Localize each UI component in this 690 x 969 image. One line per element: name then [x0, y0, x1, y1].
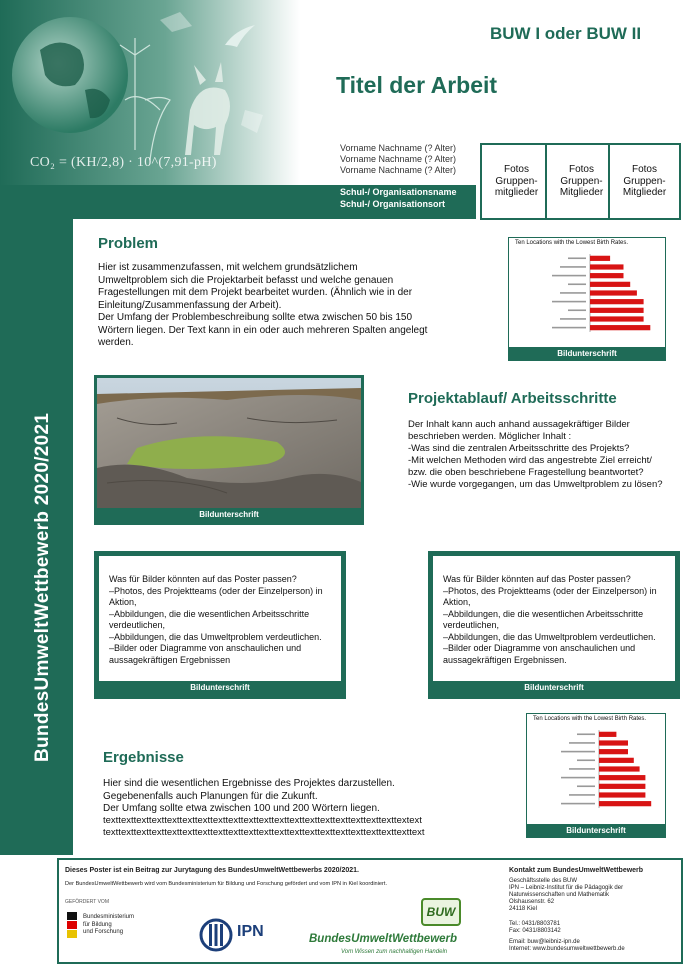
- chart-bar: [599, 766, 640, 771]
- chart-bar: [599, 784, 645, 789]
- side-title: BundesUmweltWettbewerb 2020/2021: [32, 412, 53, 762]
- image-caption: Bildunterschrift: [99, 681, 341, 694]
- footer: [57, 858, 683, 964]
- footer-line-1: Dieses Poster ist ein Beitrag zur Jurytagung des BundesUmweltWettbewerbs 2020/2021.: [65, 867, 359, 874]
- chart-category-label: [560, 266, 586, 268]
- chart-bar: [590, 299, 644, 304]
- chart-bar: [599, 740, 628, 745]
- footer-line-2: Der BundesUmweltWettbewerb wird vom Bundesministerium für Bildung und Forschung gefördert und vom IPN in Kiel koordiniert.: [65, 881, 387, 887]
- ablauf-text: Der Inhalt kann auch anhand aussagekräftiger Bilder beschrieben werden. Möglicher Inhalt : -Was sind die zentralen Arbeitsschritte des Projekts? -Mit welchen Methoden wird das angestrebte Ziel erreicht/ bzw. die oben beschriebene Fragestellung beantwortet? -Wie wurde vorgegangen, um das Umweltproblem zu lösen?: [408, 419, 663, 490]
- chart-card: [526, 713, 666, 838]
- contact-fax: Fax: 0431/8803142: [509, 928, 561, 934]
- contact-heading: Kontakt zum BundesUmweltWettbewerb: [509, 867, 644, 874]
- buw-brand-name: BundesUmweltWettbewerb: [309, 933, 458, 945]
- school-location: Schul-/ Organisationsort: [340, 199, 446, 209]
- chart-category-label: [577, 759, 595, 761]
- participant-name: Vorname Nachname (? Alter): [340, 165, 457, 175]
- chart-bar: [599, 792, 645, 797]
- chart-category-label: [552, 327, 586, 329]
- buw-slogan: Vom Wissen zum nachhaltigen Handeln: [341, 949, 448, 955]
- chart-category-label: [560, 292, 586, 294]
- chart-category-label: [568, 309, 586, 311]
- ministry-logo-text: Bundesministerium für Bildung und Forschung: [83, 914, 135, 935]
- group-photo-placeholder: Fotos Gruppen-Mitglieder: [545, 143, 618, 220]
- image-placeholder-box: [94, 551, 346, 699]
- competition-round-label: BUW I oder BUW II: [490, 24, 642, 43]
- image-placeholder-text: Was für Bilder könnten auf das Poster passen? –Photos, des Projektteams (oder der Einzelperson) in Aktion, –Abbildungen, die die wesentlichen Arbeitsschritte verdeutlichen, –Abbildungen, die das Umweltproblem verdeutlichen. –Bilder oder Diagramme von anschaulichen und aussagekräftigen Ergebnissen: [109, 574, 323, 665]
- group-photo-placeholder: Fotos Gruppen-Mitglieder: [608, 143, 681, 220]
- chart-category-label: [568, 257, 586, 259]
- bar-chart: [527, 724, 665, 822]
- contact-line: IPN – Leibniz-Institut für die Pädagogik der: [509, 885, 624, 891]
- chart-category-label: [569, 742, 595, 744]
- funded-by-label: GEFÖRDERT VOM: [65, 899, 109, 905]
- ergebnisse-filler: texttexttexttexttexttexttexttexttexttexttexttexttexttexttexttexttexttexttexttexttext: [103, 827, 425, 838]
- chart-bar: [599, 775, 645, 780]
- chart-bar: [599, 732, 616, 737]
- chart-bar: [590, 308, 644, 313]
- image-placeholder-text: Was für Bilder könnten auf das Poster passen? –Photos, des Projektteams (oder der Einzelperson) in Aktion, –Abbildungen, die die wesentlichen Arbeitsschritte verdeutlichen, –Abbildungen, die das Umweltproblem verdeutlichen. –Bilder oder Diagramme von anschaulichen und aussagekräftigen Ergebnissen.: [443, 574, 657, 665]
- school-name: Schul-/ Organisationsname: [340, 187, 457, 197]
- chart-bar: [590, 316, 644, 321]
- ablauf-heading: Projektablauf/ Arbeitsschritte: [408, 390, 617, 407]
- contact-website[interactable]: Internet: www.bundesumweltwettbewerb.de: [509, 946, 625, 952]
- co2-formula: CO₂ = (KH/2,8) · 10^(7,91-pH): [30, 155, 217, 170]
- chart-bar: [590, 264, 624, 269]
- chart-bar: [599, 758, 634, 763]
- contact-tel: Tel.: 0431/8803781: [509, 921, 561, 927]
- chart-caption: Bildunterschrift: [527, 824, 665, 837]
- chart-title: Ten Locations with the Lowest Birth Rates.: [515, 240, 629, 246]
- bar-chart: [509, 248, 665, 346]
- contact-email[interactable]: Email: buw@leibniz-ipn.de: [509, 939, 580, 945]
- contact-line: Olshausenstr. 62: [509, 899, 555, 905]
- problem-heading: Problem: [98, 235, 159, 252]
- participant-name: Vorname Nachname (? Alter): [340, 143, 457, 153]
- chart-category-label: [568, 283, 586, 285]
- chart-bar: [590, 273, 624, 278]
- problem-text: Hier ist zusammenzufassen, mit welchem grundsätzlichem Umweltproblem sich die Projektarbeit befasst und welche genauen Fragestellungen mit dem Projekt bearbeitet wurden. (Ähnlich wie in der Einleitung/Zusammenfassung der Arbeit). Der Umfang der Problembeschreibung sollte etwa zwischen 50 bis 150 Wörtern liegen. Der Text kann in ein oder auch mehreren Spalten angelegt werden.: [98, 262, 428, 348]
- poster-title: Titel der Arbeit: [336, 72, 498, 98]
- chart-bar: [599, 801, 651, 806]
- chart-category-label: [560, 318, 586, 320]
- image-caption: Bildunterschrift: [433, 681, 675, 694]
- chart-category-label: [569, 794, 595, 796]
- ipn-logo-text: IPN: [237, 923, 264, 940]
- chart-category-label: [569, 768, 595, 770]
- chart-bar: [590, 290, 637, 295]
- chart-title: Ten Locations with the Lowest Birth Rates.: [533, 716, 647, 722]
- chart-category-label: [577, 733, 595, 735]
- ipn-logo-icon: [199, 918, 233, 952]
- chart-category-label: [561, 751, 595, 753]
- contact-line: Geschäftsstelle des BUW: [509, 878, 578, 884]
- contact-line: Naturwissenschaften und Mathematik: [509, 892, 610, 898]
- eagle-icon: [67, 912, 77, 938]
- ergebnisse-heading: Ergebnisse: [103, 749, 184, 766]
- chart-category-label: [561, 777, 595, 779]
- chart-category-label: [561, 803, 595, 805]
- image-placeholder-box: [428, 551, 680, 699]
- participant-name: Vorname Nachname (? Alter): [340, 154, 457, 164]
- chart-bar: [590, 256, 610, 261]
- chart-category-label: [552, 275, 586, 277]
- photo-caption: Bildunterschrift: [97, 508, 361, 522]
- chart-category-label: [577, 785, 595, 787]
- buw-badge: BUW: [421, 898, 461, 926]
- rock-landscape-photo: [97, 378, 361, 508]
- chart-caption: Bildunterschrift: [509, 347, 665, 360]
- ergebnisse-text: Hier sind die wesentlichen Ergebnisse des Projektes darzustellen. Gegebenenfalls auch Planungen für die Zukunft. Der Umfang sollte etwa zwischen 100 und 200 Wörtern liegen.: [103, 778, 395, 814]
- ergebnisse-filler: texttexttexttexttexttexttexttexttexttexttexttexttexttexttexttexttexttexttexttextext: [103, 815, 422, 826]
- chart-card: [508, 237, 666, 361]
- chart-bar: [590, 282, 630, 287]
- group-photo-placeholder: Fotos Gruppen-mitglieder: [480, 143, 553, 220]
- chart-category-label: [552, 301, 586, 303]
- contact-line: 24118 Kiel: [509, 906, 537, 912]
- photo-card: [94, 375, 364, 525]
- chart-bar: [590, 325, 650, 330]
- chart-bar: [599, 749, 628, 754]
